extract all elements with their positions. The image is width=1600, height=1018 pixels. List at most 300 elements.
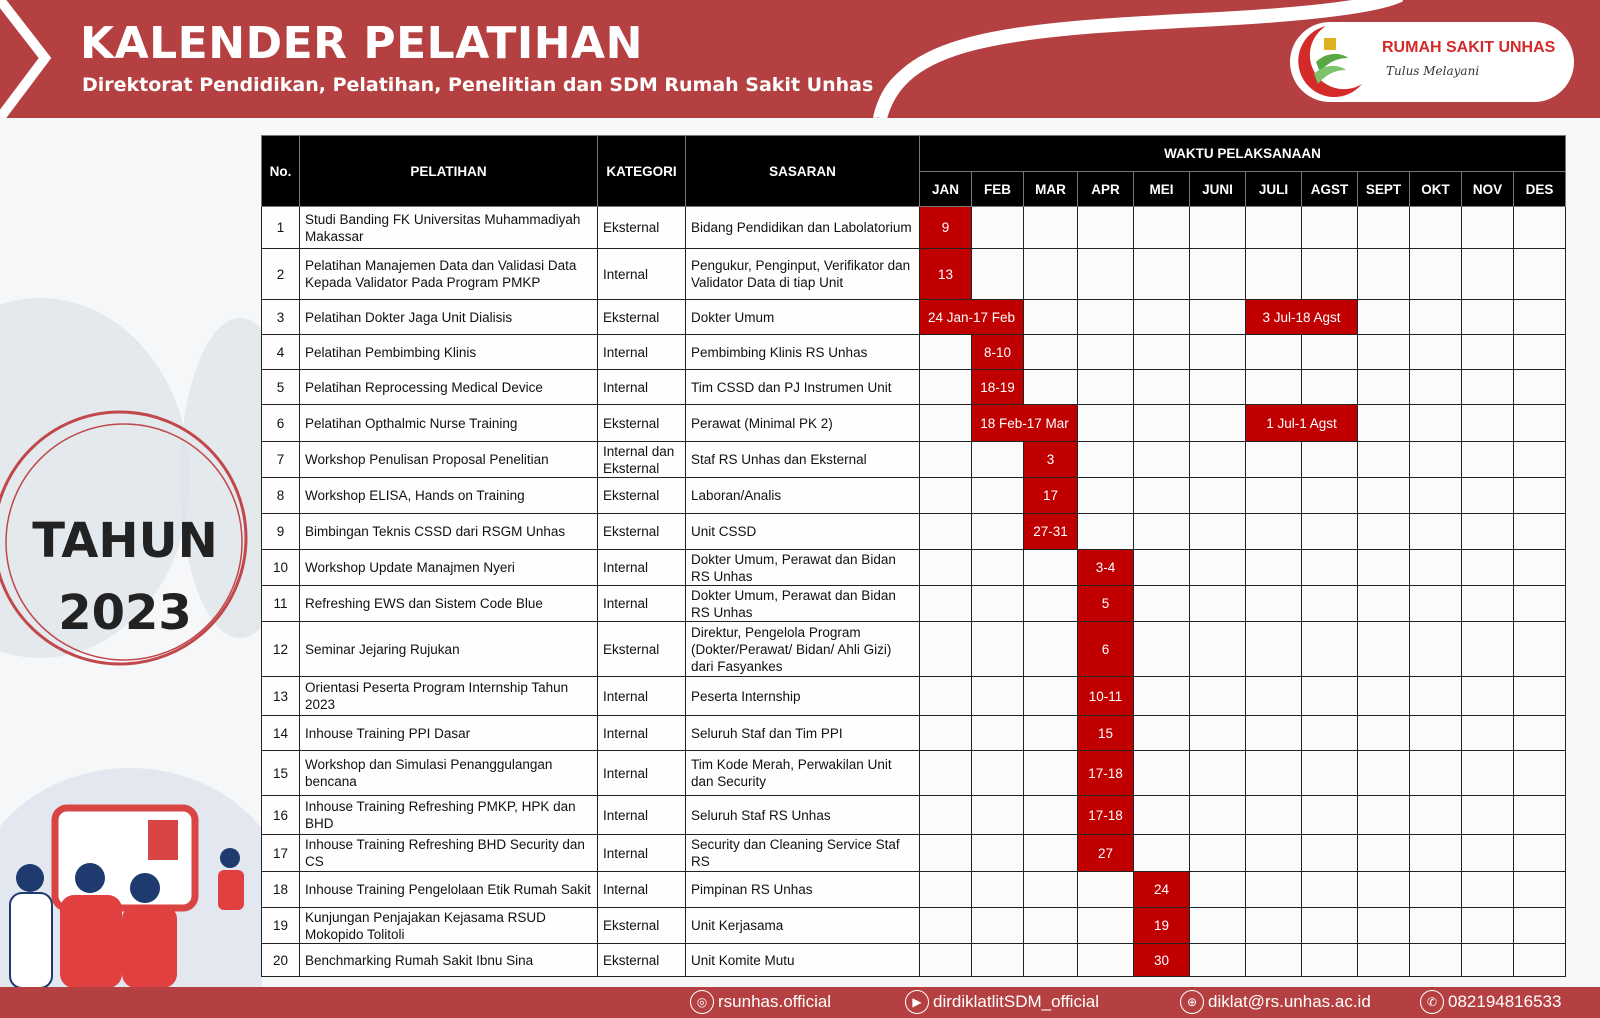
empty-month-cell xyxy=(1078,478,1134,514)
empty-month-cell xyxy=(1134,751,1190,796)
table-row xyxy=(262,514,1566,550)
event-cell: 30 xyxy=(1134,944,1190,977)
empty-month-cell xyxy=(1462,550,1514,586)
logo-emblem-icon xyxy=(1286,22,1376,102)
cell-no: 14 xyxy=(262,716,300,751)
empty-month-cell xyxy=(1358,300,1410,335)
cell-kategori: Internal xyxy=(598,796,686,835)
empty-month-cell xyxy=(1024,335,1078,370)
table-row xyxy=(262,751,1566,796)
cell-sasaran: Perawat (Minimal PK 2) xyxy=(686,405,920,442)
cell-no: 11 xyxy=(262,586,300,622)
empty-month-cell xyxy=(972,751,1024,796)
empty-month-cell xyxy=(1514,300,1566,335)
empty-month-cell xyxy=(1358,550,1410,586)
training-calendar-table xyxy=(261,135,1566,977)
empty-month-cell xyxy=(1302,370,1358,405)
cell-sasaran: Unit Komite Mutu xyxy=(686,944,920,977)
header-waktu: WAKTU PELAKSANAAN xyxy=(920,136,1566,172)
empty-month-cell xyxy=(1302,514,1358,550)
empty-month-cell xyxy=(972,622,1024,677)
page-subtitle: Direktorat Pendidikan, Pelatihan, Penelitian dan SDM Rumah Sakit Unhas xyxy=(82,74,874,96)
empty-month-cell xyxy=(1410,370,1462,405)
month-header-juni: JUNI xyxy=(1190,172,1246,207)
empty-month-cell xyxy=(972,716,1024,751)
empty-month-cell xyxy=(1302,908,1358,944)
footer-contact[interactable] xyxy=(690,990,831,1014)
cell-kategori: Internal xyxy=(598,716,686,751)
empty-month-cell xyxy=(1190,207,1246,249)
cell-sasaran: Laboran/Analis xyxy=(686,478,920,514)
cell-kategori: Internal xyxy=(598,751,686,796)
empty-month-cell xyxy=(1302,586,1358,622)
event-cell: 17-18 xyxy=(1078,796,1134,835)
empty-month-cell xyxy=(1462,751,1514,796)
empty-month-cell xyxy=(1246,335,1302,370)
empty-month-cell xyxy=(1410,300,1462,335)
empty-month-cell xyxy=(1246,835,1302,872)
empty-month-cell xyxy=(1302,478,1358,514)
empty-month-cell xyxy=(1078,908,1134,944)
cell-no: 12 xyxy=(262,622,300,677)
empty-month-cell xyxy=(1462,370,1514,405)
cell-pelatihan: Inhouse Training Refreshing PMKP, HPK dan BHD xyxy=(300,796,598,835)
empty-month-cell xyxy=(1462,872,1514,908)
header-pelatihan: PELATIHAN xyxy=(300,136,598,207)
cell-no: 19 xyxy=(262,908,300,944)
empty-month-cell xyxy=(1410,550,1462,586)
empty-month-cell xyxy=(1462,207,1514,249)
empty-month-cell xyxy=(972,835,1024,872)
empty-month-cell xyxy=(1514,872,1566,908)
empty-month-cell xyxy=(1078,249,1134,300)
empty-month-cell xyxy=(1358,370,1410,405)
header-banner xyxy=(0,0,1600,118)
empty-month-cell xyxy=(1410,622,1462,677)
empty-month-cell xyxy=(1410,872,1462,908)
cell-kategori: Eksternal xyxy=(598,622,686,677)
empty-month-cell xyxy=(1358,677,1410,716)
empty-month-cell xyxy=(1078,514,1134,550)
cell-no: 1 xyxy=(262,207,300,249)
empty-month-cell xyxy=(1462,335,1514,370)
empty-month-cell xyxy=(920,751,972,796)
cell-no: 10 xyxy=(262,550,300,586)
empty-month-cell xyxy=(1514,835,1566,872)
empty-month-cell xyxy=(920,908,972,944)
empty-month-cell xyxy=(1302,677,1358,716)
cell-sasaran: Dokter Umum, Perawat dan Bidan RS Unhas xyxy=(686,550,920,586)
empty-month-cell xyxy=(1134,586,1190,622)
cell-no: 6 xyxy=(262,405,300,442)
empty-month-cell xyxy=(920,442,972,478)
empty-month-cell xyxy=(1514,622,1566,677)
table-row xyxy=(262,716,1566,751)
empty-month-cell xyxy=(1462,835,1514,872)
empty-month-cell xyxy=(1078,335,1134,370)
cell-sasaran: Unit CSSD xyxy=(686,514,920,550)
event-cell: 24 xyxy=(1134,872,1190,908)
empty-month-cell xyxy=(1246,716,1302,751)
logo-name: RUMAH SAKIT UNHAS xyxy=(1382,39,1556,56)
cell-pelatihan: Orientasi Peserta Program Internship Tahun 2023 xyxy=(300,677,598,716)
empty-month-cell xyxy=(1134,249,1190,300)
event-cell: 1 Jul-1 Agst xyxy=(1246,405,1358,442)
footer-contacts xyxy=(0,987,1600,1018)
empty-month-cell xyxy=(1134,207,1190,249)
month-header-nov: NOV xyxy=(1462,172,1514,207)
empty-month-cell xyxy=(1024,835,1078,872)
cell-kategori: Eksternal xyxy=(598,944,686,977)
empty-month-cell xyxy=(1358,442,1410,478)
month-header-sept: SEPT xyxy=(1358,172,1410,207)
cell-no: 17 xyxy=(262,835,300,872)
cell-no: 4 xyxy=(262,335,300,370)
empty-month-cell xyxy=(1190,835,1246,872)
empty-month-cell xyxy=(1134,716,1190,751)
empty-month-cell xyxy=(1190,370,1246,405)
empty-month-cell xyxy=(1078,944,1134,977)
empty-month-cell xyxy=(1410,751,1462,796)
cell-sasaran: Direktur, Pengelola Program (Dokter/Perawat/ Bidan/ Ahli Gizi) dari Fasyankes xyxy=(686,622,920,677)
table-row xyxy=(262,370,1566,405)
cell-kategori: Internal xyxy=(598,835,686,872)
month-header-mei: MEI xyxy=(1134,172,1190,207)
cell-sasaran: Pembimbing Klinis RS Unhas xyxy=(686,335,920,370)
empty-month-cell xyxy=(1462,300,1514,335)
cell-no: 15 xyxy=(262,751,300,796)
empty-month-cell xyxy=(920,550,972,586)
cell-pelatihan: Kunjungan Penjajakan Kejasama RSUD Mokopido Tolitoli xyxy=(300,908,598,944)
cell-sasaran: Dokter Umum, Perawat dan Bidan RS Unhas xyxy=(686,586,920,622)
month-header-juli: JULI xyxy=(1246,172,1302,207)
table-row xyxy=(262,478,1566,514)
cell-kategori: Internal xyxy=(598,249,686,300)
empty-month-cell xyxy=(1134,300,1190,335)
empty-month-cell xyxy=(1078,300,1134,335)
cell-kategori: Eksternal xyxy=(598,908,686,944)
empty-month-cell xyxy=(1078,207,1134,249)
empty-month-cell xyxy=(1134,677,1190,716)
cell-no: 3 xyxy=(262,300,300,335)
empty-month-cell xyxy=(1514,207,1566,249)
event-cell: 18 Feb-17 Mar xyxy=(972,405,1078,442)
event-cell: 19 xyxy=(1134,908,1190,944)
table-row xyxy=(262,442,1566,478)
cell-pelatihan: Pelatihan Reprocessing Medical Device xyxy=(300,370,598,405)
empty-month-cell xyxy=(1514,370,1566,405)
cell-no: 9 xyxy=(262,514,300,550)
phone-icon: ✆ xyxy=(1420,990,1444,1014)
empty-month-cell xyxy=(1246,622,1302,677)
empty-month-cell xyxy=(1246,249,1302,300)
footer-contact[interactable] xyxy=(1420,990,1561,1014)
globe-icon: ⊕ xyxy=(1180,990,1204,1014)
cell-sasaran: Peserta Internship xyxy=(686,677,920,716)
empty-month-cell xyxy=(1358,716,1410,751)
empty-month-cell xyxy=(1410,335,1462,370)
empty-month-cell xyxy=(1190,300,1246,335)
cell-pelatihan: Workshop ELISA, Hands on Training xyxy=(300,478,598,514)
empty-month-cell xyxy=(920,478,972,514)
table-row xyxy=(262,944,1566,977)
empty-month-cell xyxy=(1190,716,1246,751)
cell-kategori: Internal xyxy=(598,370,686,405)
empty-month-cell xyxy=(1190,478,1246,514)
table-row xyxy=(262,622,1566,677)
empty-month-cell xyxy=(1514,249,1566,300)
empty-month-cell xyxy=(1358,335,1410,370)
month-header-des: DES xyxy=(1514,172,1566,207)
empty-month-cell xyxy=(972,872,1024,908)
cell-sasaran: Security dan Cleaning Service Staf RS xyxy=(686,835,920,872)
empty-month-cell xyxy=(920,835,972,872)
footer-contact[interactable] xyxy=(905,990,1099,1014)
cell-kategori: Internal xyxy=(598,586,686,622)
header-no: No. xyxy=(262,136,300,207)
event-cell: 17 xyxy=(1024,478,1078,514)
hospital-logo xyxy=(1290,22,1574,102)
empty-month-cell xyxy=(1078,872,1134,908)
cell-sasaran: Staf RS Unhas dan Eksternal xyxy=(686,442,920,478)
empty-month-cell xyxy=(920,622,972,677)
cell-pelatihan: Benchmarking Rumah Sakit Ibnu Sina xyxy=(300,944,598,977)
empty-month-cell xyxy=(1302,442,1358,478)
empty-month-cell xyxy=(1514,796,1566,835)
empty-month-cell xyxy=(1078,442,1134,478)
empty-month-cell xyxy=(1024,300,1078,335)
month-header-agst: AGST xyxy=(1302,172,1358,207)
empty-month-cell xyxy=(972,550,1024,586)
empty-month-cell xyxy=(1024,872,1078,908)
empty-month-cell xyxy=(1024,796,1078,835)
empty-month-cell xyxy=(1190,796,1246,835)
empty-month-cell xyxy=(1134,550,1190,586)
empty-month-cell xyxy=(972,249,1024,300)
event-cell: 3-4 xyxy=(1078,550,1134,586)
table-row xyxy=(262,249,1566,300)
empty-month-cell xyxy=(1358,207,1410,249)
empty-month-cell xyxy=(920,677,972,716)
empty-month-cell xyxy=(972,908,1024,944)
empty-month-cell xyxy=(1246,796,1302,835)
empty-month-cell xyxy=(1246,442,1302,478)
event-cell: 10-11 xyxy=(1078,677,1134,716)
empty-month-cell xyxy=(1246,944,1302,977)
cell-no: 8 xyxy=(262,478,300,514)
empty-month-cell xyxy=(1410,478,1462,514)
empty-month-cell xyxy=(1024,249,1078,300)
empty-month-cell xyxy=(1462,622,1514,677)
empty-month-cell xyxy=(1246,586,1302,622)
footer-contact-text: diklat@rs.unhas.ac.id xyxy=(1208,992,1371,1011)
empty-month-cell xyxy=(1302,796,1358,835)
empty-month-cell xyxy=(1134,405,1190,442)
empty-month-cell xyxy=(1302,751,1358,796)
event-cell: 8-10 xyxy=(972,335,1024,370)
cell-kategori: Eksternal xyxy=(598,207,686,249)
empty-month-cell xyxy=(1358,478,1410,514)
cell-pelatihan: Workshop Penulisan Proposal Penelitian xyxy=(300,442,598,478)
table-row xyxy=(262,677,1566,716)
empty-month-cell xyxy=(1190,872,1246,908)
table-row xyxy=(262,586,1566,622)
empty-month-cell xyxy=(972,586,1024,622)
empty-month-cell xyxy=(1358,796,1410,835)
cell-pelatihan: Bimbingan Teknis CSSD dari RSGM Unhas xyxy=(300,514,598,550)
empty-month-cell xyxy=(1514,716,1566,751)
year-value: 2023 xyxy=(58,585,192,641)
empty-month-cell xyxy=(1410,207,1462,249)
cell-no: 5 xyxy=(262,370,300,405)
month-header-okt: OKT xyxy=(1410,172,1462,207)
empty-month-cell xyxy=(920,872,972,908)
event-cell: 13 xyxy=(920,249,972,300)
empty-month-cell xyxy=(1410,442,1462,478)
empty-month-cell xyxy=(1358,751,1410,796)
empty-month-cell xyxy=(1190,751,1246,796)
empty-month-cell xyxy=(1134,370,1190,405)
table-row xyxy=(262,335,1566,370)
month-header-apr: APR xyxy=(1078,172,1134,207)
empty-month-cell xyxy=(1024,207,1078,249)
empty-month-cell xyxy=(1246,370,1302,405)
cell-pelatihan: Inhouse Training PPI Dasar xyxy=(300,716,598,751)
empty-month-cell xyxy=(1462,442,1514,478)
empty-month-cell xyxy=(1134,335,1190,370)
event-cell: 6 xyxy=(1078,622,1134,677)
cell-pelatihan: Refreshing EWS dan Sistem Code Blue xyxy=(300,586,598,622)
empty-month-cell xyxy=(1246,872,1302,908)
cell-pelatihan: Seminar Jejaring Rujukan xyxy=(300,622,598,677)
empty-month-cell xyxy=(1462,716,1514,751)
empty-month-cell xyxy=(1302,622,1358,677)
empty-month-cell xyxy=(1358,586,1410,622)
empty-month-cell xyxy=(1410,586,1462,622)
empty-month-cell xyxy=(1134,796,1190,835)
empty-month-cell xyxy=(972,442,1024,478)
empty-month-cell xyxy=(972,514,1024,550)
empty-month-cell xyxy=(1358,835,1410,872)
empty-month-cell xyxy=(1134,835,1190,872)
empty-month-cell xyxy=(1246,478,1302,514)
empty-month-cell xyxy=(1410,249,1462,300)
cell-kategori: Internal xyxy=(598,872,686,908)
cell-kategori: Internal xyxy=(598,677,686,716)
cell-kategori: Eksternal xyxy=(598,478,686,514)
cell-sasaran: Seluruh Staf dan Tim PPI xyxy=(686,716,920,751)
empty-month-cell xyxy=(1462,908,1514,944)
empty-month-cell xyxy=(1514,514,1566,550)
cell-pelatihan: Workshop dan Simulasi Penanggulangan bencana xyxy=(300,751,598,796)
empty-month-cell xyxy=(1514,677,1566,716)
empty-month-cell xyxy=(1514,478,1566,514)
empty-month-cell xyxy=(920,716,972,751)
empty-month-cell xyxy=(1462,478,1514,514)
empty-month-cell xyxy=(1410,405,1462,442)
cell-no: 13 xyxy=(262,677,300,716)
event-cell: 9 xyxy=(920,207,972,249)
empty-month-cell xyxy=(1078,370,1134,405)
footer-contact-text: dirdiklatlitSDM_official xyxy=(933,992,1099,1011)
footer-contact[interactable] xyxy=(1180,990,1371,1014)
empty-month-cell xyxy=(1514,405,1566,442)
empty-month-cell xyxy=(1514,335,1566,370)
empty-month-cell xyxy=(1514,550,1566,586)
empty-month-cell xyxy=(1134,514,1190,550)
empty-month-cell xyxy=(1024,751,1078,796)
empty-month-cell xyxy=(1410,944,1462,977)
empty-month-cell xyxy=(1024,716,1078,751)
cell-kategori: Eksternal xyxy=(598,405,686,442)
event-cell: 17-18 xyxy=(1078,751,1134,796)
cell-sasaran: Unit Kerjasama xyxy=(686,908,920,944)
empty-month-cell xyxy=(920,586,972,622)
empty-month-cell xyxy=(1302,716,1358,751)
empty-month-cell xyxy=(1134,442,1190,478)
empty-month-cell xyxy=(1514,586,1566,622)
empty-month-cell xyxy=(1462,249,1514,300)
empty-month-cell xyxy=(1190,514,1246,550)
empty-month-cell xyxy=(1190,405,1246,442)
cell-no: 2 xyxy=(262,249,300,300)
event-cell: 3 Jul-18 Agst xyxy=(1246,300,1358,335)
empty-month-cell xyxy=(1246,677,1302,716)
empty-month-cell xyxy=(1246,751,1302,796)
empty-month-cell xyxy=(1024,944,1078,977)
table-row xyxy=(262,796,1566,835)
cell-pelatihan: Inhouse Training Pengelolaan Etik Rumah Sakit xyxy=(300,872,598,908)
empty-month-cell xyxy=(1024,586,1078,622)
table-row xyxy=(262,550,1566,586)
year-label: TAHUN xyxy=(32,513,218,569)
header-sasaran: SASARAN xyxy=(686,136,920,207)
cell-sasaran: Pengukur, Penginput, Verifikator dan Validator Data di tiap Unit xyxy=(686,249,920,300)
month-header-feb: FEB xyxy=(972,172,1024,207)
empty-month-cell xyxy=(1514,442,1566,478)
cell-pelatihan: Studi Banding FK Universitas Muhammadiyah Makassar xyxy=(300,207,598,249)
empty-month-cell xyxy=(1302,835,1358,872)
empty-month-cell xyxy=(972,207,1024,249)
cell-kategori: Internal xyxy=(598,550,686,586)
instagram-icon: ◎ xyxy=(690,990,714,1014)
cell-no: 20 xyxy=(262,944,300,977)
cell-no: 18 xyxy=(262,872,300,908)
cell-kategori: Eksternal xyxy=(598,300,686,335)
empty-month-cell xyxy=(1410,514,1462,550)
table-row xyxy=(262,908,1566,944)
empty-month-cell xyxy=(1024,622,1078,677)
cell-kategori: Internal dan Eksternal xyxy=(598,442,686,478)
event-cell: 27 xyxy=(1078,835,1134,872)
empty-month-cell xyxy=(1190,586,1246,622)
youtube-icon: ▶ xyxy=(905,990,929,1014)
empty-month-cell xyxy=(1358,514,1410,550)
empty-month-cell xyxy=(1462,944,1514,977)
empty-month-cell xyxy=(1190,944,1246,977)
empty-month-cell xyxy=(1358,944,1410,977)
empty-month-cell xyxy=(1302,872,1358,908)
empty-month-cell xyxy=(1462,514,1514,550)
header-kategori: KATEGORI xyxy=(598,136,686,207)
empty-month-cell xyxy=(1134,622,1190,677)
empty-month-cell xyxy=(972,944,1024,977)
empty-month-cell xyxy=(1358,872,1410,908)
month-header-mar: MAR xyxy=(1024,172,1078,207)
cell-sasaran: Tim CSSD dan PJ Instrumen Unit xyxy=(686,370,920,405)
empty-month-cell xyxy=(1302,335,1358,370)
empty-month-cell xyxy=(1410,835,1462,872)
